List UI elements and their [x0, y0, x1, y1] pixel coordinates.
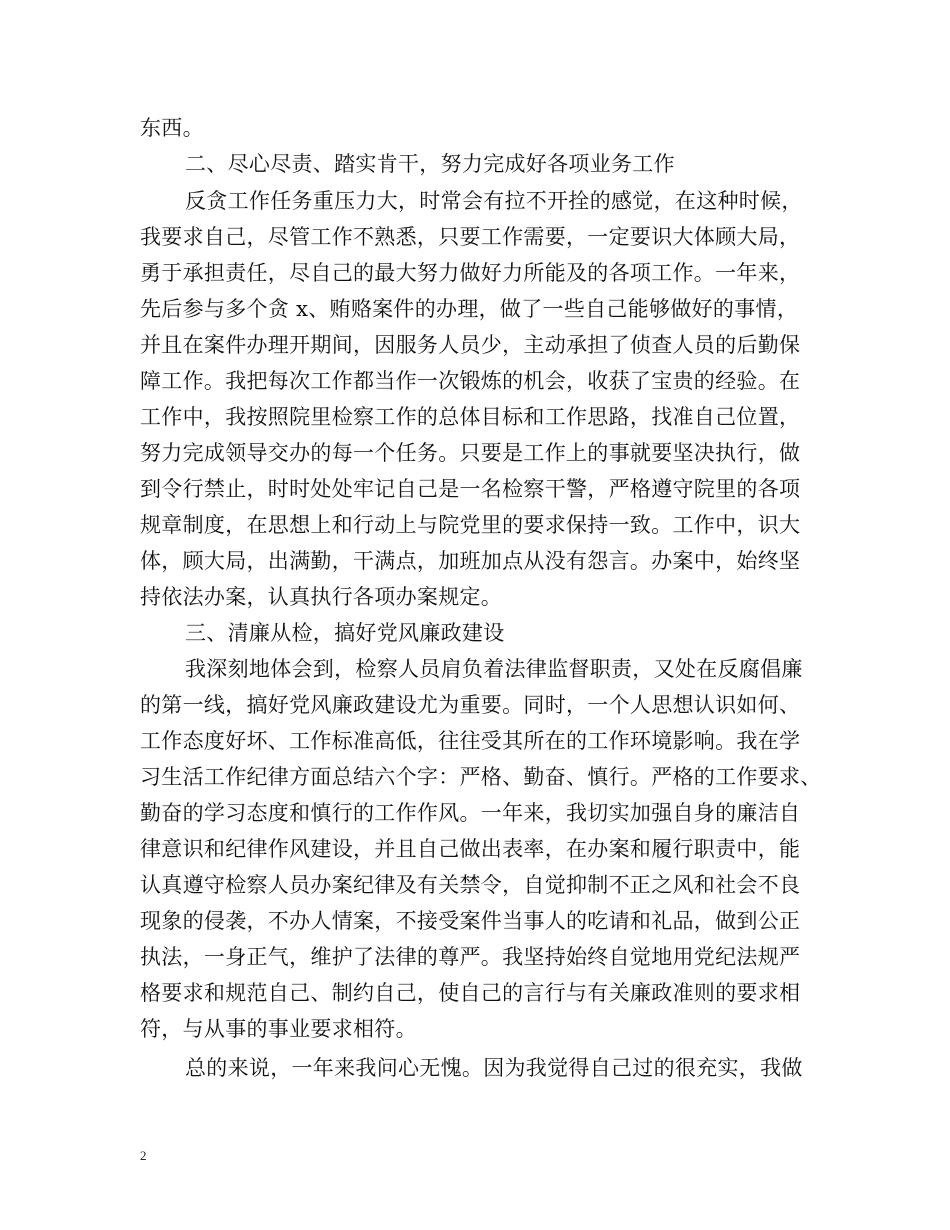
- section-heading: 三、清廉从检，搞好党风廉政建设: [185, 621, 505, 645]
- text-line: 我要求自己，尽管工作不熟悉，只要工作需要，一定要识大体顾大局，: [140, 225, 801, 249]
- text-line: 反贪工作任务重压力大，时常会有拉不开拴的感觉，在这种时候，: [185, 189, 803, 213]
- text-line: 执法，一身正气，维护了法律的尊严。我坚持始终自觉地用党纪法规严: [140, 945, 801, 969]
- text-line: 东西。: [140, 116, 204, 140]
- text-line: 工作中，我按照院里检察工作的总体目标和工作思路，找准自己位置，: [140, 405, 801, 429]
- text-line: 勤奋的学习态度和慎行的工作作风。一年来，我切实加强自身的廉洁自: [140, 801, 801, 825]
- text-line: 到令行禁止，时时处处牢记自己是一名检察干警，严格遵守院里的各项: [140, 477, 801, 501]
- page-number: 2: [140, 1148, 147, 1163]
- text-line: 我深刻地体会到，检察人员肩负着法律监督职责，又处在反腐倡廉: [185, 657, 803, 681]
- text-line: 并且在案件办理开期间，因服务人员少，主动承担了侦查人员的后勤保: [140, 333, 801, 357]
- text-line: 障工作。我把每次工作都当作一次锻炼的机会，收获了宝贵的经验。在: [140, 369, 801, 393]
- text-line: 的第一线，搞好党风廉政建设尤为重要。同时，一个人思想认识如何、: [140, 693, 801, 717]
- text-line: 工作态度好坏、工作标准高低，往往受其所在的工作环境影响。我在学: [140, 729, 801, 753]
- text-line: 持依法办案，认真执行各项办案规定。: [140, 585, 503, 609]
- text-line: 格要求和规范自己、制约自己，使自己的言行与有关廉政准则的要求相: [140, 981, 801, 1005]
- section-heading: 二、尽心尽责、踏实肯干，努力完成好各项业务工作: [185, 152, 675, 176]
- text-line: 认真遵守检察人员办案纪律及有关禁令，自觉抑制不正之风和社会不良: [140, 873, 801, 897]
- text-line: 现象的侵袭，不办人情案，不接受案件当事人的吃请和礼品，做到公正: [140, 909, 801, 933]
- text-line: 符，与从事的事业要求相符。: [140, 1017, 417, 1041]
- text-line: 努力完成领导交办的每一个任务。只要是工作上的事就要坚决执行，做: [140, 441, 801, 465]
- text-line: 规章制度，在思想上和行动上与院党里的要求保持一致。工作中，识大: [140, 513, 801, 537]
- text-line: 总的来说，一年来我问心无愧。因为我觉得自己过的很充实，我做: [185, 1056, 803, 1080]
- text-line: 勇于承担责任，尽自己的最大努力做好力所能及的各项工作。一年来，: [140, 261, 801, 285]
- text-line: 先后参与多个贪 x、贿赂案件的办理，做了一些自己能够做好的事情，: [140, 297, 799, 321]
- text-line: 习生活工作纪律方面总结六个字：严格、勤奋、慎行。严格的工作要求、: [140, 765, 822, 789]
- text-line: 律意识和纪律作风建设，并且自己做出表率，在办案和履行职责中，能: [140, 837, 801, 861]
- text-line: 体，顾大局，出满勤，干满点，加班加点从没有怨言。办案中，始终坚: [140, 549, 801, 573]
